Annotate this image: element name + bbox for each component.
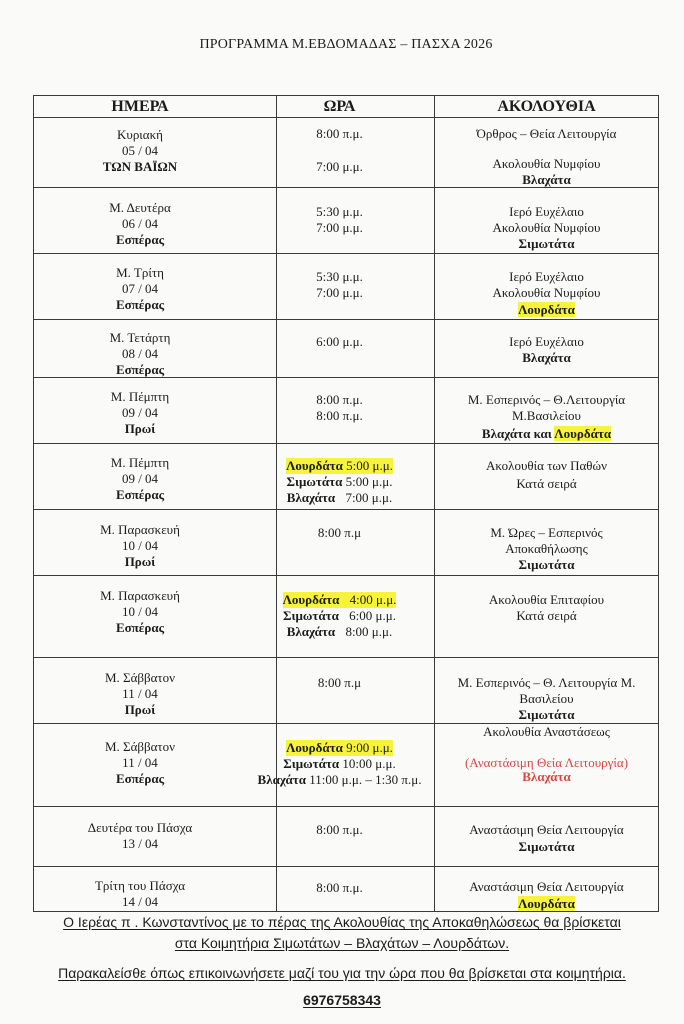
service-cell	[435, 444, 658, 509]
service-name: Μ. Εσπερινός – Θ.Λειτουργία	[467, 392, 626, 407]
day-cell	[34, 320, 277, 377]
day-date: 13 / 04	[121, 836, 159, 851]
day-name: Τρίτη του Πάσχα	[94, 878, 186, 893]
service-note: Κατά σειρά	[516, 476, 577, 491]
village-time-line	[277, 624, 402, 640]
service-name: Ακολουθία Νυμφίου	[492, 285, 601, 300]
day-label: Πρωί	[124, 702, 156, 717]
service-cell	[435, 320, 658, 377]
day-label: ΤΩΝ ΒΑΪΩΝ	[102, 159, 178, 174]
table-row	[34, 254, 658, 320]
highlight-mark	[283, 592, 397, 608]
note-line	[0, 934, 684, 952]
service-cell	[435, 867, 658, 911]
day-date: 07 / 04	[121, 281, 159, 296]
day-name: Δευτέρα του Πάσχα	[87, 820, 193, 835]
note-line	[0, 913, 684, 931]
day-cell	[34, 188, 277, 253]
phone-line	[0, 991, 684, 1009]
time-cell	[277, 444, 435, 509]
day-date: 11 / 04	[122, 686, 158, 701]
service-name: Ακολουθία Νυμφίου	[492, 220, 601, 235]
table-row	[34, 510, 658, 576]
service-cell	[435, 724, 658, 806]
day-cell	[34, 576, 277, 657]
note-text: Ο Ιερέας π . Κωνσταντίνος με το πέρας της Ακολουθίας της Αποκαθηλώσεως θα βρίσκεται	[63, 914, 621, 930]
day-cell	[34, 510, 277, 575]
village-time-line	[277, 740, 402, 756]
time-cell	[277, 576, 435, 657]
service-note: Κατά σειρά	[516, 608, 577, 623]
village-name: Σιμωτάτα	[286, 474, 343, 489]
service-time: 7:00 μ.μ.	[316, 159, 363, 174]
day-cell	[34, 658, 277, 723]
table-row	[34, 118, 658, 188]
village-name: Λουρδάτα	[282, 592, 340, 607]
time-cell	[277, 320, 435, 377]
time-cell	[277, 188, 435, 253]
village-name: Βλαχάτα	[286, 490, 336, 505]
day-cell	[34, 118, 277, 187]
table-row	[34, 576, 658, 658]
service-time: 8:00 π.μ.	[316, 392, 363, 407]
page-title: ΠΡΟΓΡΑΜΜΑ Μ.ΕΒΔΟΜΑΔΑΣ – ΠΑΣΧΑ 2026	[199, 37, 493, 52]
village-time-line	[277, 490, 402, 506]
time-cell	[277, 658, 435, 723]
day-label: Εσπέρας	[115, 297, 165, 312]
day-cell	[34, 807, 277, 866]
parish-name: Σιμωτάτα	[518, 557, 575, 572]
service-time: 8:00 π.μ.	[316, 880, 363, 895]
day-date: 09 / 04	[121, 405, 159, 420]
village-time-text	[258, 772, 422, 788]
day-date: 14 / 04	[121, 894, 159, 909]
village-time-text	[283, 756, 395, 772]
phone-number: 6976758343	[303, 992, 381, 1008]
service-name: Αναστάσιμη Θεία Λειτουργία	[469, 822, 624, 837]
day-date: 05 / 04	[121, 143, 159, 158]
table-row	[34, 867, 658, 911]
time-cell	[257, 724, 435, 806]
village-time-line	[277, 592, 402, 608]
parish-line	[435, 896, 658, 912]
day-label: Εσπέρας	[115, 771, 165, 786]
service-time: 5:30 μ.μ.	[316, 204, 363, 219]
parish-name: Βλαχάτα	[522, 172, 571, 187]
time-cell	[277, 867, 435, 911]
day-date: 11 / 04	[122, 755, 158, 770]
day-cell	[34, 378, 277, 443]
service-time: 5:00 μ.μ.	[346, 458, 393, 473]
service-time: 8:00 π.μ.	[316, 126, 363, 141]
village-time-text	[283, 608, 396, 624]
day-name: Μ. Παρασκευή	[100, 588, 180, 603]
village-name: Βλαχάτα	[286, 624, 336, 639]
village-time-line	[277, 756, 402, 772]
table-row	[34, 807, 658, 867]
service-time: 6:00 μ.μ.	[316, 334, 363, 349]
service-name: Ακολουθία των Παθών	[486, 458, 607, 473]
village-time-text	[287, 490, 393, 506]
note-line	[0, 964, 684, 982]
service-name: Ακολουθία Νυμφίου	[492, 156, 601, 171]
day-date: 10 / 04	[121, 604, 159, 619]
service-cell	[435, 510, 658, 575]
service-cell	[435, 807, 658, 866]
service-name: Αναστάσιμη Θεία Λειτουργία	[469, 879, 624, 894]
day-label: Πρωί	[124, 554, 156, 569]
header-time: ΩΡΑ	[277, 96, 435, 117]
service-time: 8:00 π.μ.	[316, 408, 363, 423]
village-time-text	[287, 474, 393, 490]
service-time: 8:00 π.μ.	[316, 822, 363, 837]
parish-name: Σιμωτάτα	[518, 839, 575, 854]
service-time: 5:30 μ.μ.	[316, 269, 363, 284]
parish-name: Βλαχάτα	[522, 769, 571, 784]
service-time: 5:00 μ.μ.	[345, 474, 393, 489]
day-date: 09 / 04	[121, 471, 159, 486]
day-name: Μ. Πέμπτη	[110, 455, 170, 470]
parish-name: Λουρδάτα	[518, 896, 575, 911]
time-cell	[277, 378, 435, 443]
note-text: στα Κοιμητήρια Σιμωτάτων – Βλαχάτων – Λουρδάτων.	[174, 935, 510, 951]
service-name: Ιερό Ευχέλαιο	[509, 204, 584, 219]
service-name-red: (Αναστάσιμη Θεία Λειτουργία)	[464, 755, 629, 770]
service-name: Ακολουθία Αναστάσεως	[483, 724, 610, 739]
day-name: Μ. Παρασκευή	[100, 522, 180, 537]
service-time: 4:00 μ.μ.	[349, 592, 397, 607]
village-time-line	[257, 772, 422, 788]
service-time: 7:00 μ.μ.	[345, 490, 393, 505]
village-time-text	[287, 624, 393, 640]
table-row	[34, 444, 658, 510]
highlight-mark	[286, 740, 393, 756]
service-name: Ακολουθία Επιταφίου	[488, 592, 605, 607]
day-date: 06 / 04	[121, 216, 159, 231]
service-time: 8:00 π.μ	[317, 675, 362, 690]
parish-name: Σιμωτάτα	[518, 707, 575, 722]
service-time: 9:00 μ.μ.	[346, 740, 393, 755]
table-row	[34, 658, 658, 724]
village-name: Λουρδάτα	[286, 458, 343, 473]
service-cell	[435, 118, 658, 187]
service-name: Βασιλείου	[519, 691, 574, 706]
highlight-mark	[286, 458, 393, 474]
day-name: Μ. Τρίτη	[116, 265, 164, 280]
day-name: Μ. Σάββατον	[104, 670, 176, 685]
parish-line	[435, 426, 658, 442]
day-cell	[34, 254, 277, 319]
day-name: Μ. Πέμπτη	[110, 389, 170, 404]
village-name: Λουρδάτα	[286, 740, 343, 755]
time-cell	[277, 118, 435, 187]
parish-name: Σιμωτάτα	[518, 236, 575, 251]
service-name: Όρθρος – Θεία Λειτουργία	[476, 126, 617, 141]
day-name: Μ. Τετάρτη	[109, 330, 171, 345]
service-name: Μ. Εσπερινός – Θ. Λειτουργία Μ.	[457, 675, 636, 690]
day-label: Εσπέρας	[115, 620, 165, 635]
time-cell	[277, 807, 435, 866]
day-name: Μ. Δευτέρα	[109, 200, 171, 215]
service-cell	[435, 378, 658, 443]
service-time: 7:00 μ.μ.	[316, 285, 363, 300]
service-cell	[435, 254, 658, 319]
day-label: Πρωί	[124, 421, 156, 436]
service-time: 7:00 μ.μ.	[316, 220, 363, 235]
day-name: Κυριακή	[117, 127, 163, 142]
day-cell	[34, 867, 277, 911]
day-cell	[34, 444, 277, 509]
table-row	[34, 188, 658, 254]
time-cell	[277, 510, 435, 575]
table-row	[34, 378, 658, 444]
note-text: Παρακαλείσθε όπως επικοινωνήσετε μαζί του για την ώρα που θα βρίσκεται στα κοιμητήρια.	[58, 965, 626, 981]
village-name: Σιμωτάτα	[283, 756, 340, 771]
time-cell	[277, 254, 435, 319]
service-time: 8:00 π.μ	[317, 525, 362, 540]
day-label: Εσπέρας	[115, 487, 165, 502]
service-name: Μ.Βασιλείου	[512, 408, 581, 423]
service-cell	[435, 576, 658, 657]
service-name: Αποκαθήλωσης	[505, 541, 588, 556]
table-header-row	[34, 96, 658, 118]
table-row	[34, 320, 658, 378]
service-name: Ιερό Ευχέλαιο	[509, 334, 584, 349]
table-row	[34, 724, 658, 807]
service-cell	[435, 658, 658, 723]
village-time-line	[277, 608, 402, 624]
service-time: 10:00 μ.μ.	[342, 756, 396, 771]
village-name: Βλαχάτα	[257, 772, 306, 787]
day-name: Μ. Σάββατον	[104, 739, 176, 754]
day-label: Εσπέρας	[115, 362, 165, 377]
schedule-table	[33, 95, 659, 912]
service-time: 6:00 μ.μ.	[349, 608, 396, 623]
day-cell	[34, 724, 277, 806]
parish-name: Λουρδάτα	[554, 426, 612, 441]
header-day: ΗΜΕΡΑ	[34, 96, 277, 117]
parish-name: Βλαχάτα	[522, 350, 571, 365]
service-name: Ιερό Ευχέλαιο	[509, 269, 584, 284]
service-cell	[435, 188, 658, 253]
day-date: 08 / 04	[121, 346, 159, 361]
village-name: Σιμωτάτα	[283, 608, 339, 623]
service-time: 11:00 μ.μ. – 1:30 π.μ.	[309, 772, 422, 787]
parish-name: Βλαχάτα και	[481, 426, 552, 441]
day-date: 10 / 04	[121, 538, 159, 553]
parish-name: Λουρδάτα	[518, 302, 575, 317]
day-label: Εσπέρας	[115, 232, 165, 247]
village-time-line	[277, 458, 402, 474]
header-service: ΑΚΟΛΟΥΘΙΑ	[497, 98, 596, 115]
service-name: Μ. Ώρες – Εσπερινός	[490, 525, 603, 540]
service-time: 8:00 μ.μ.	[345, 624, 393, 639]
village-time-line	[277, 474, 402, 490]
parish-line	[435, 302, 658, 318]
